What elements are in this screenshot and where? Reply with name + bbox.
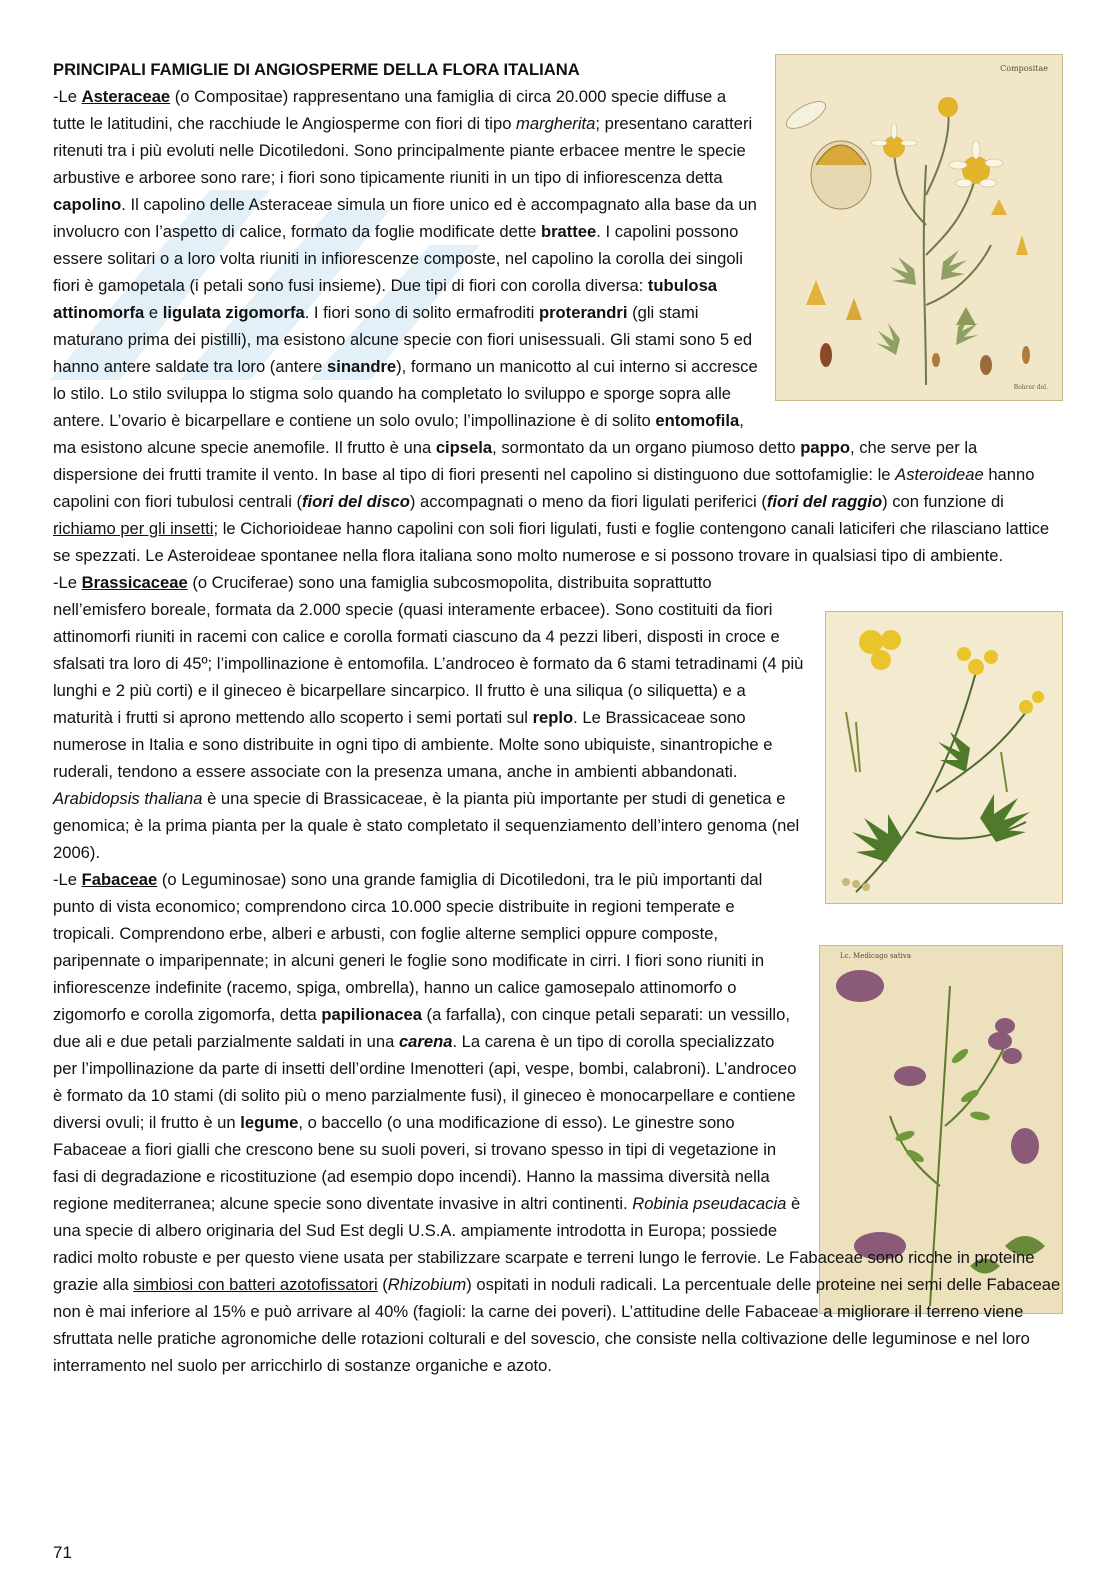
term-brassicaceae: Brassicaceae	[81, 573, 188, 592]
paragraph-asteraceae: -Le Asteraceae (o Compositae) rappresentano una famiglia di circa 20.000 specie diffuse a tutte le latitudini, che racchiude le Angiosperme con fiori di tipo margherita; presentano caratteri ritenuti tra i più evoluti nelle Dicotiledoni. Sono principalmente piante erbacee mentre le specie arbustive e arboree sono rare; i fiori sono tipicamente riuniti in un tipo di infiorescenza detta capolino. Il capolino delle Asteraceae simula un fiore unico ed è accompagnato alla base da un involucro con l’aspetto di calice, formato da foglie modificate dette brattee. I capolini possono essere solitari o a loro volta riuniti in infiorescenze composte, nel capolino la corolla dei singoli fiori è gamopetala (i petali sono fusi insieme). Due tipi di fiori con corolla diversa: tubulosa attinomorfa e ligulata zigomorfa. I fiori sono di solito ermafroditi proterandri (gli stami maturano prima dei pistilli), ma esistono alcune specie con fiori unisessuali. Gli stami sono 5 ed hanno antere saldate tra loro (antere sinandre), formano un manicotto al cui interno si accresce lo stilo. Lo stilo sviluppa lo stigma solo quando ha completato lo sviluppo e sporge sopra alle antere. L’ovario è bicarpellare e contiene un solo ovulo; l’impollinazione è di solito entomofila, ma esistono alcune specie anemofile. Il frutto è una cipsela, sormontato da un organo piumoso detto pappo, che serve per la dispersione dei frutti tramite il vento. In base al tipo di fiori presenti nel capolino si distinguono due sottofamiglie: le Asteroideae hanno capolini con fiori tubulosi centrali (fiori del disco) accompagnati o meno da fiori ligulati periferici (fiori del raggio) con funzione di richiamo per gli insetti; le Cichorioideae hanno capolini con soli fiori ligulati, fusti e foglie contengono canali laticiferi che rilasciano lattice se spezzati. Le Asteroideae spontanee nella flora italiana sono molto numerose e si possono trovare in qualsiasi tipo di ambiente.	[53, 87, 1050, 565]
paragraph-brassicaceae: -Le Brassicaceae (o Cruciferae) sono una famiglia subcosmopolita, distribuita soprattutto nell’emisfero boreale, formata da 2.000 specie (quasi interamente erbacee). Sono costituiti da fiori attinomorfi riuniti in racemi con calice e corolla formati ciascuno da 4 pezzi liberi, disposti in croce e sfalsati tra loro di 45º; l’impollinazione è entomofila. L’androceo è formato da 6 stami tetradinami (4 più lunghi e 2 più corti) e il gineceo è bicarpellare sincarpico. Il frutto è una siliqua (o siliquetta) e a maturità i frutti si aprono mettendo allo scoperto i semi portati sul replo. Le Brassicaceae sono numerose in Italia e sono distribuite in ogni tipo di ambiente. Molte sono ubiquiste, sinantropiche e ruderali, tendono a essere associate con la presenza umana, anche in ambienti abbandonati. Arabidopsis thaliana è una specie di Brassicaceae, è la pianta più importante per studi di genetica e genomica; è la prima pianta per la quale è stato completato il sequenziamento dell’intero genoma (nel 2006).	[53, 573, 804, 862]
page-title: PRINCIPALI FAMIGLIE DI ANGIOSPERME DELLA FLORA ITALIANA	[53, 60, 580, 79]
page-number: 71	[53, 1543, 72, 1562]
document-body	[53, 56, 1061, 1379]
term-fabaceae: Fabaceae	[81, 870, 158, 889]
plate-caption-fabaceae: Lc. Medicago sativa	[840, 952, 912, 960]
term-asteraceae: Asteraceae	[81, 87, 171, 106]
paragraph-fabaceae: -Le Fabaceae (o Leguminosae) sono una grande famiglia di Dicotiledoni, tra le più importanti dal punto di vista economico; comprendono circa 10.000 specie distribuite in regioni temperate e tropicali. Comprendono erbe, alberi e arbusti, con foglie alterne semplici oppure composte, paripennate o imparipennate; in alcuni generi le foglie sono modificate in cirri. I fiori sono riuniti in infiorescenze indefinite (racemo, spiga, ombrella), hanno un calice gamosepalo attinomorfo o zigomorfo e corolla zigomorfa, detta papilionacea (a farfalla), con cinque petali separati: un vessillo, due ali e due petali parzialmente saldati in una carena. La carena è un tipo di corolla specializzato per l’impollinazione da parte di insetti dell’ordine Imenotteri (api, vespe, bombi, calabroni). L’androceo è formato da 10 stami (di solito più o meno parzialmente fusi), il gineceo è monocarpellare e contiene diversi ovuli; il frutto è un legume, o baccello (o una modificazione di esso). Le ginestre sono Fabaceae a fiori gialli che crescono bene su suoli poveri, si trovano spesso in tipi di vegetazione in fasi di degradazione e ricostituzione (ad esempio dopo incendi). Hanno la massima diversità nella regione mediterranea; alcune specie sono diventate invasive in altri continenti. Robinia pseudacacia è una specie di albero originaria del Sud Est degli U.S.A. ampiamente introdotta in Europa; possiede radici molto robuste e per questo viene usata per stabilizzare scarpate e terreni lungo le ferrovie. Le Fabaceae sono ricche in proteine grazie alla simbiosi con batteri azotofissatori (Rhizobium) ospitati in noduli radicali. La percentuale delle proteine nei semi delle Fabaceae non è mai inferiore al 15% e può arrivare al 40% (fagioli: la carne dei poveri). L’attitudine delle Fabaceae a migliorare il terreno viene sfruttata nelle pratiche agronomiche delle rotazioni colturali e del sovescio, che consiste nella coltivazione delle leguminose e nel loro interramento nel suolo per arricchirlo di sostanze organiche e azoto.	[53, 870, 1061, 1375]
plate-caption: Compositae	[1000, 64, 1048, 73]
plate-signature: Bohrer del.	[1013, 384, 1048, 391]
